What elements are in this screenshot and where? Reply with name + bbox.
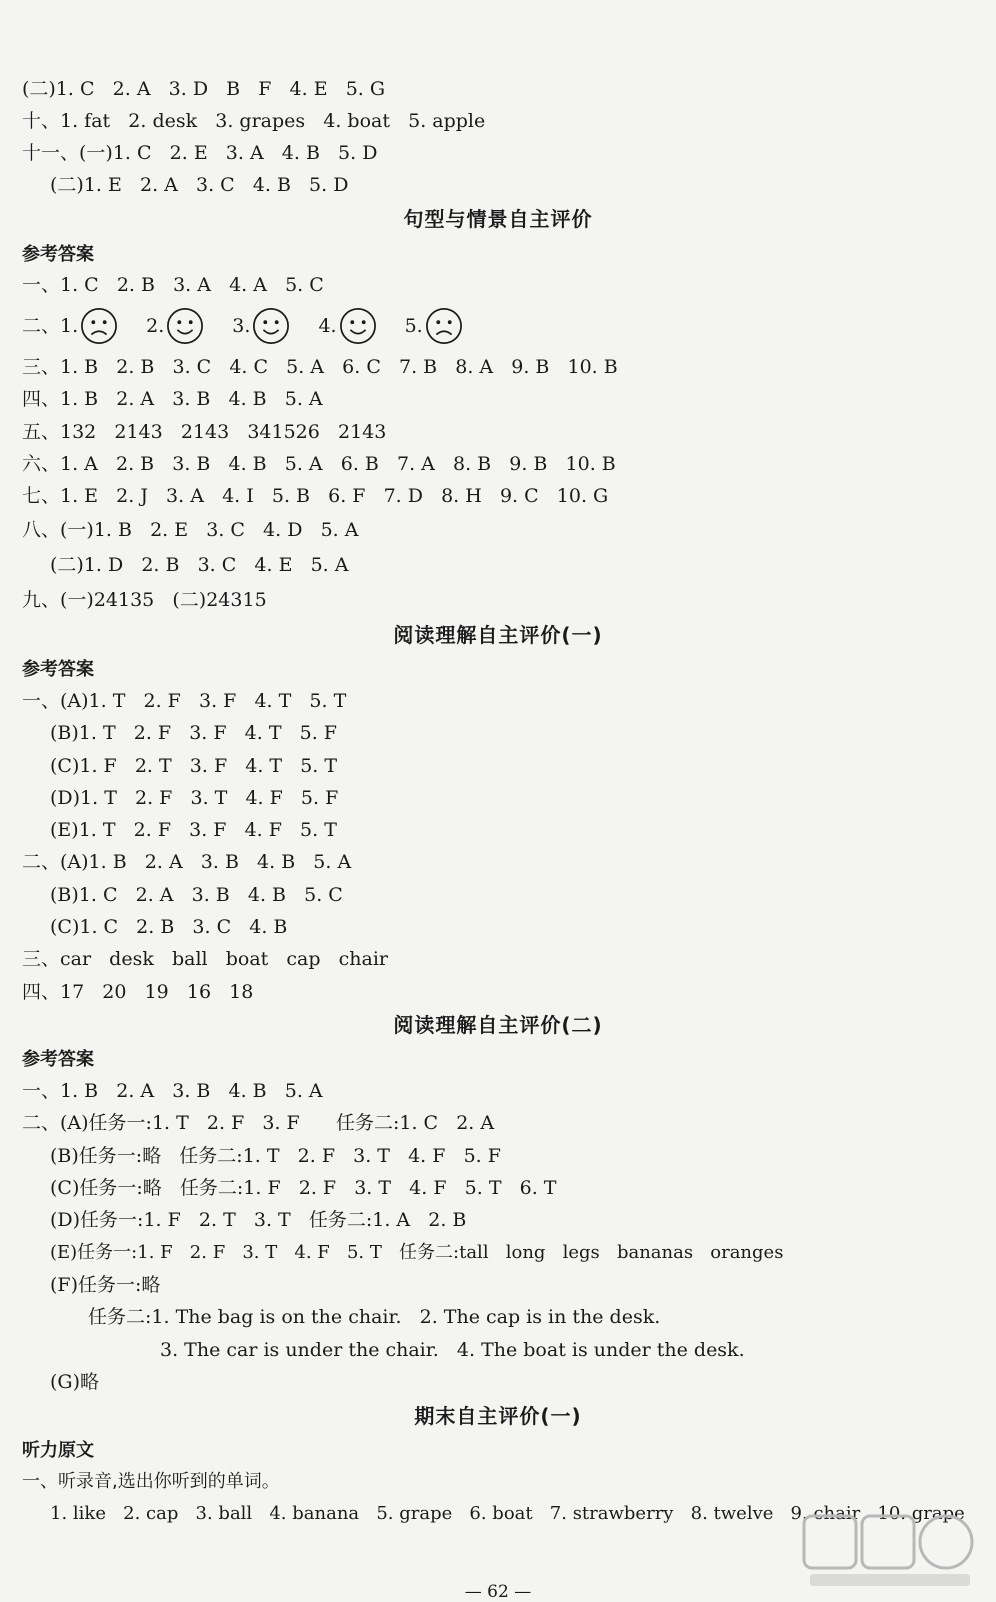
face-number: 1. — [60, 315, 79, 337]
answer-line: 1. like 2. cap 3. ball 4. banana 5. grape 6. boat 7. strawberry 8. twelve 9. chair 10. grape — [50, 1503, 965, 1524]
faces-prefix: 二、 — [22, 315, 61, 337]
answer-line: (F)任务一:略 — [50, 1274, 161, 1296]
answer-line: 十一、(一)1. C 2. E 3. A 4. B 5. D — [22, 142, 378, 164]
page-number: — 62 — — [464, 1582, 532, 1602]
answer-line: (D)1. T 2. F 3. T 4. F 5. F — [50, 787, 339, 809]
section-title: 阅读理解自主评价(一) — [393, 623, 603, 647]
sad-face-icon — [425, 307, 463, 345]
face-number: 3. — [232, 315, 251, 337]
answer-line: 二、(A)任务一:1. T 2. F 3. F 任务二:1. C 2. A — [22, 1112, 495, 1134]
section-label: 参考答案 — [22, 244, 94, 265]
answer-line: (B)1. C 2. A 3. B 4. B 5. C — [50, 884, 343, 906]
answer-line: (B)任务一:略 任务二:1. T 2. F 3. T 4. F 5. F — [50, 1145, 501, 1167]
section-title: 句型与情景自主评价 — [403, 207, 593, 231]
answer-line: (B)1. T 2. F 3. F 4. T 5. F — [50, 722, 337, 744]
answer-line: 三、1. B 2. B 3. C 4. C 5. A 6. C 7. B 8. A 9. B 10. B — [22, 356, 618, 378]
section-label: 听力原文 — [22, 1440, 94, 1461]
answer-line: 七、1. E 2. J 3. A 4. I 5. B 6. F 7. D 8. H 9. C 10. G — [22, 485, 609, 507]
watermark-logo-icon — [800, 1510, 980, 1590]
answer-line: 任务二:1. The bag is on the chair. 2. The cap is in the desk. — [88, 1306, 661, 1328]
answer-line: (G)略 — [50, 1371, 100, 1393]
section-label: 参考答案 — [22, 1049, 94, 1070]
answer-line: 四、17 20 19 16 18 — [22, 981, 254, 1003]
face-number: 4. — [318, 315, 337, 337]
face-number: 5. — [404, 315, 423, 337]
answer-line: 一、1. B 2. A 3. B 4. B 5. A — [22, 1080, 323, 1102]
face-number: 2. — [146, 315, 165, 337]
happy-face-icon — [252, 307, 290, 345]
answer-line: 一、(A)1. T 2. F 3. F 4. T 5. T — [22, 690, 347, 712]
instruction-line: 一、听录音,选出你听到的单词。 — [22, 1471, 280, 1492]
answer-line: 四、1. B 2. A 3. B 4. B 5. A — [22, 388, 323, 410]
happy-face-icon — [166, 307, 204, 345]
answer-line: 三、car desk ball boat cap chair — [22, 948, 389, 970]
answer-line: (E)任务一:1. F 2. F 3. T 4. F 5. T 任务二:tall long legs bananas oranges — [50, 1242, 784, 1263]
answer-line: (二)1. C 2. A 3. D B F 4. E 5. G — [22, 78, 386, 100]
happy-face-icon — [339, 307, 377, 345]
answer-line: (E)1. T 2. F 3. F 4. F 5. T — [50, 819, 337, 841]
answer-line: 一、1. C 2. B 3. A 4. A 5. C — [22, 274, 324, 296]
answer-line: (C)1. F 2. T 3. F 4. T 5. T — [50, 755, 338, 777]
sad-face-icon — [80, 307, 118, 345]
answer-line: 五、132 2143 2143 341526 2143 — [22, 421, 387, 443]
answer-line: 九、(一)24135 (二)24315 — [22, 589, 267, 611]
answer-line: 六、1. A 2. B 3. B 4. B 5. A 6. B 7. A 8. B 9. B 10. B — [22, 453, 616, 475]
answer-line: 八、(一)1. B 2. E 3. C 4. D 5. A — [22, 519, 359, 541]
section-title: 阅读理解自主评价(二) — [393, 1013, 603, 1037]
answer-line: 二、(A)1. B 2. A 3. B 4. B 5. A — [22, 851, 352, 873]
answer-line: 3. The car is under the chair. 4. The boat is under the desk. — [160, 1339, 745, 1361]
answer-line: (二)1. E 2. A 3. C 4. B 5. D — [50, 174, 349, 196]
answer-line: 十、1. fat 2. desk 3. grapes 4. boat 5. apple — [22, 110, 486, 132]
answer-line: (C)1. C 2. B 3. C 4. B — [50, 916, 288, 938]
section-title: 期末自主评价(一) — [414, 1404, 582, 1428]
section-label: 参考答案 — [22, 659, 94, 680]
answer-line: (D)任务一:1. F 2. T 3. T 任务二:1. A 2. B — [50, 1209, 467, 1231]
answer-line: (C)任务一:略 任务二:1. F 2. F 3. T 4. F 5. T 6. T — [50, 1177, 557, 1199]
answer-line: (二)1. D 2. B 3. C 4. E 5. A — [50, 554, 349, 576]
faces-row — [22, 304, 491, 348]
